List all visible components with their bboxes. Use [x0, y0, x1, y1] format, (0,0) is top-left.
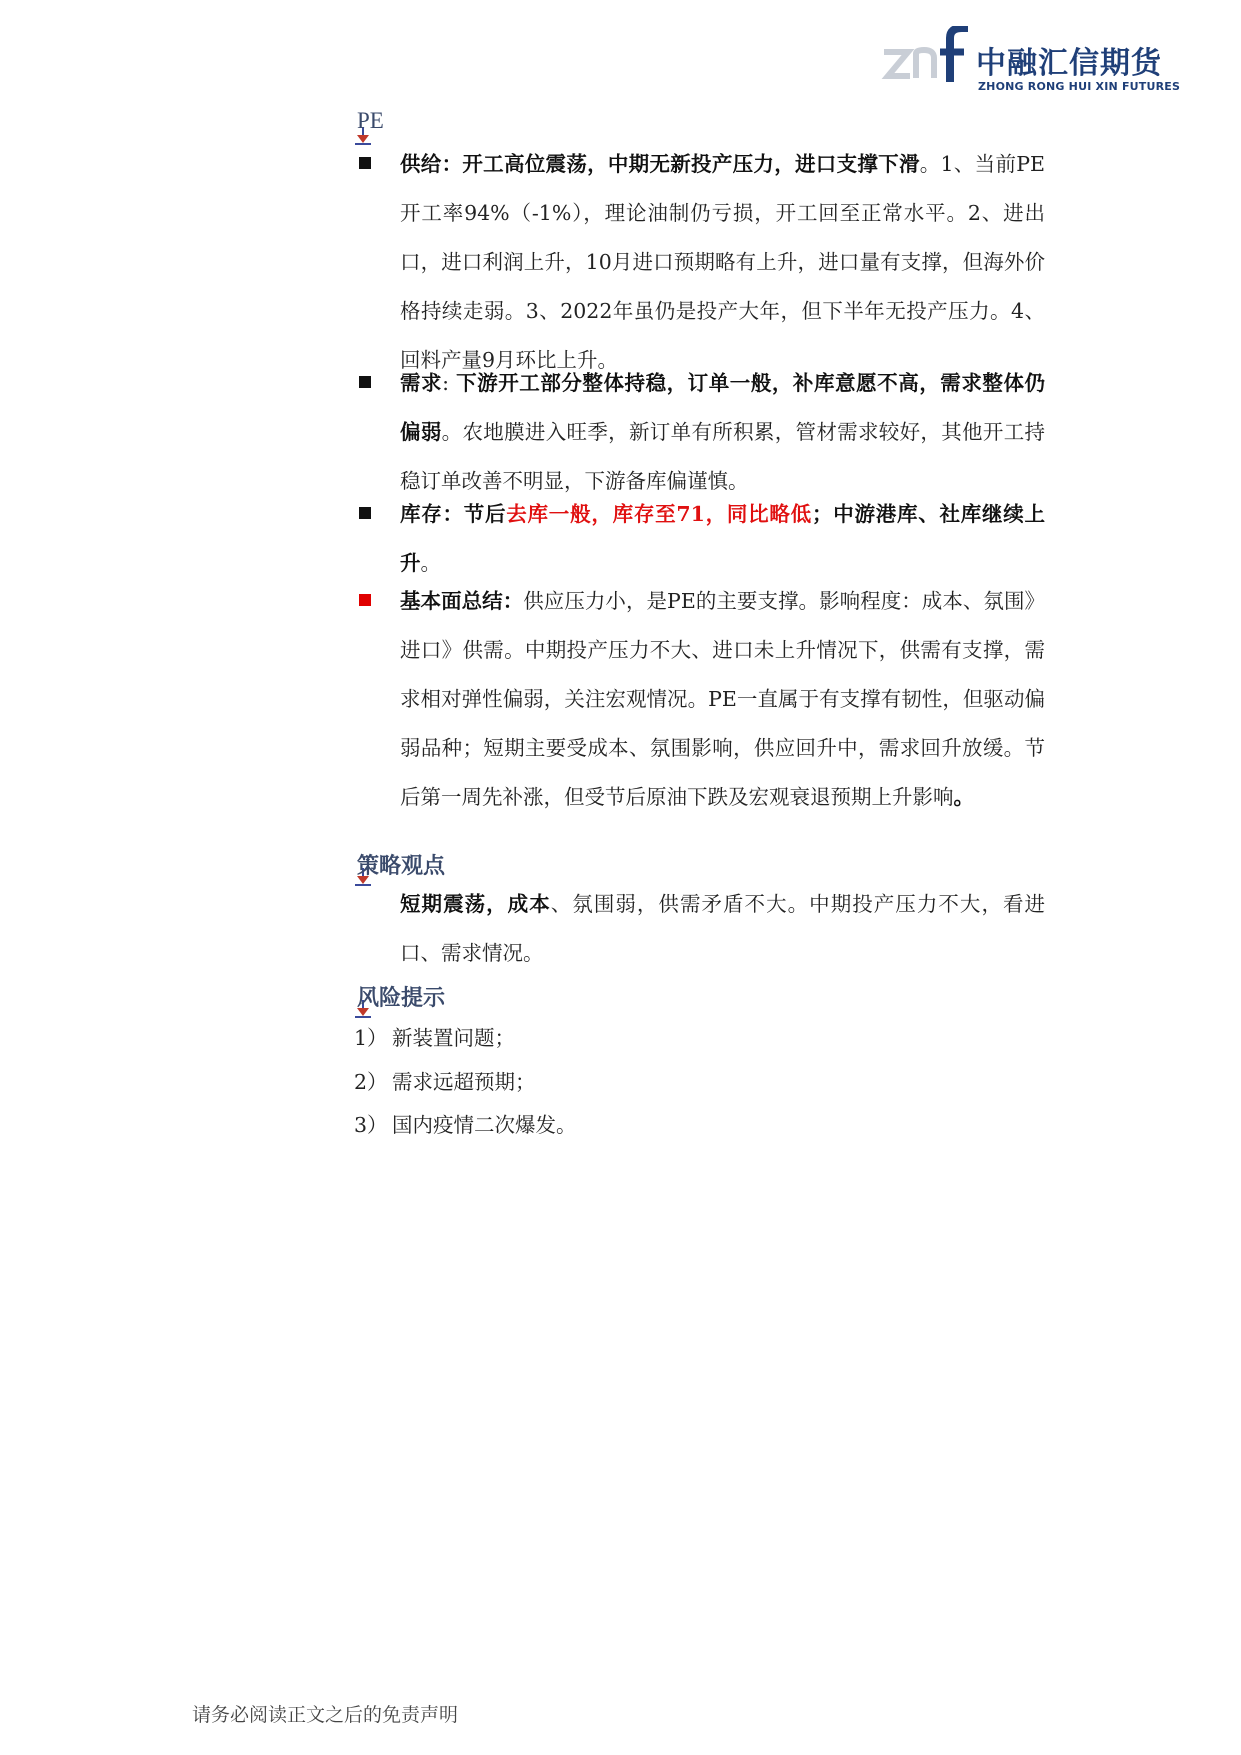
inventory-red-text: 去库一般，库存至71，同比略低 [506, 502, 812, 526]
section-title-pe: PE [357, 108, 384, 133]
bullet-square-icon [359, 376, 371, 388]
summary-paragraph [400, 577, 1045, 822]
disclaimer-footer: 请务必阅读正文之后的免责声明 [192, 1704, 459, 1726]
risk-item-text: 新装置问题； [392, 1026, 515, 1050]
demand-label: 需求 [400, 371, 443, 395]
demand-paragraph [400, 359, 1045, 506]
inventory-paragraph [400, 490, 1045, 588]
summary-end: 。 [953, 785, 974, 809]
inventory-end: 。 [420, 551, 441, 575]
supply-paragraph [400, 140, 1045, 385]
strategy-text: 、氛围弱，供需矛盾不大。中期投产压力不大，看进口、需求情况。 [400, 892, 1046, 965]
bullet-square-icon [359, 157, 371, 169]
bullet-square-red-icon [359, 594, 371, 606]
inventory-bold-text: ；中游港库、社库继续上升 [400, 502, 1046, 575]
summary-label: 基本面总结： [400, 589, 524, 613]
bullet-square-icon [359, 507, 371, 519]
company-logo [878, 26, 1181, 98]
risk-item-text: 需求远超预期； [392, 1070, 536, 1094]
section-title-strategy: 策略观点 [357, 853, 446, 879]
demand-text: 。农地膜进入旺季，新订单有所积累，管材需求较好，其他开工持稳订单改善不明显，下游备库偏谨慎。 [400, 420, 1046, 493]
summary-text: 供应压力小，是PE的主要支撑。影响程度：成本、氛围》进口》供需。中期投产压力不大、进口未上升情况下，供需有支撑，需求相对弹性偏弱，关注宏观情况。PE一直属于有支撑有韧性，但驱动偏弱品种；短期主要受成本、氛围影响，供应回升中，需求回升放缓。节后第一周先补涨，但受节后原油下跌及宏观衰退预期上升影响 [400, 589, 1045, 809]
supply-text: 。1、当前PE开工率94%（-1%），理论油制仍亏损，开工回至正常水平。2、进出口，进口利润上升，10月进口预期略有上升，进口量有支撑，但海外价格持续走弱。3、2022年虽仍是投产大年，但下半年无投产压力。4、回料产量9月环比上升。 [400, 152, 1045, 372]
risk-item-number: 3） [354, 1113, 388, 1137]
logo-chinese-name: 中融汇信期货 [976, 46, 1162, 81]
strategy-bold-text: 短期震荡，成本 [400, 892, 551, 916]
inventory-label: 库存：节后 [400, 502, 507, 526]
demand-bold-text: 下游开工部分整体持稳，订单一般，补库意愿不高，需求整体仍偏弱 [400, 371, 1045, 444]
demand-colon: : [442, 371, 450, 395]
risk-item [354, 1067, 536, 1097]
znf-logo-mark [878, 26, 974, 86]
risk-item-number: 2） [354, 1070, 388, 1094]
risk-item-text: 国内疫情二次爆发。 [392, 1113, 577, 1137]
risk-item [354, 1023, 515, 1053]
risk-item [354, 1110, 577, 1140]
risk-item-number: 1） [354, 1026, 388, 1050]
strategy-paragraph [400, 880, 1045, 978]
supply-label: 供给：开工高位震荡，中期无新投产压力，进口支撑下滑 [400, 152, 920, 176]
section-title-risk: 风险提示 [357, 985, 446, 1011]
logo-english-name: ZHONG RONG HUI XIN FUTURES [978, 80, 1181, 93]
